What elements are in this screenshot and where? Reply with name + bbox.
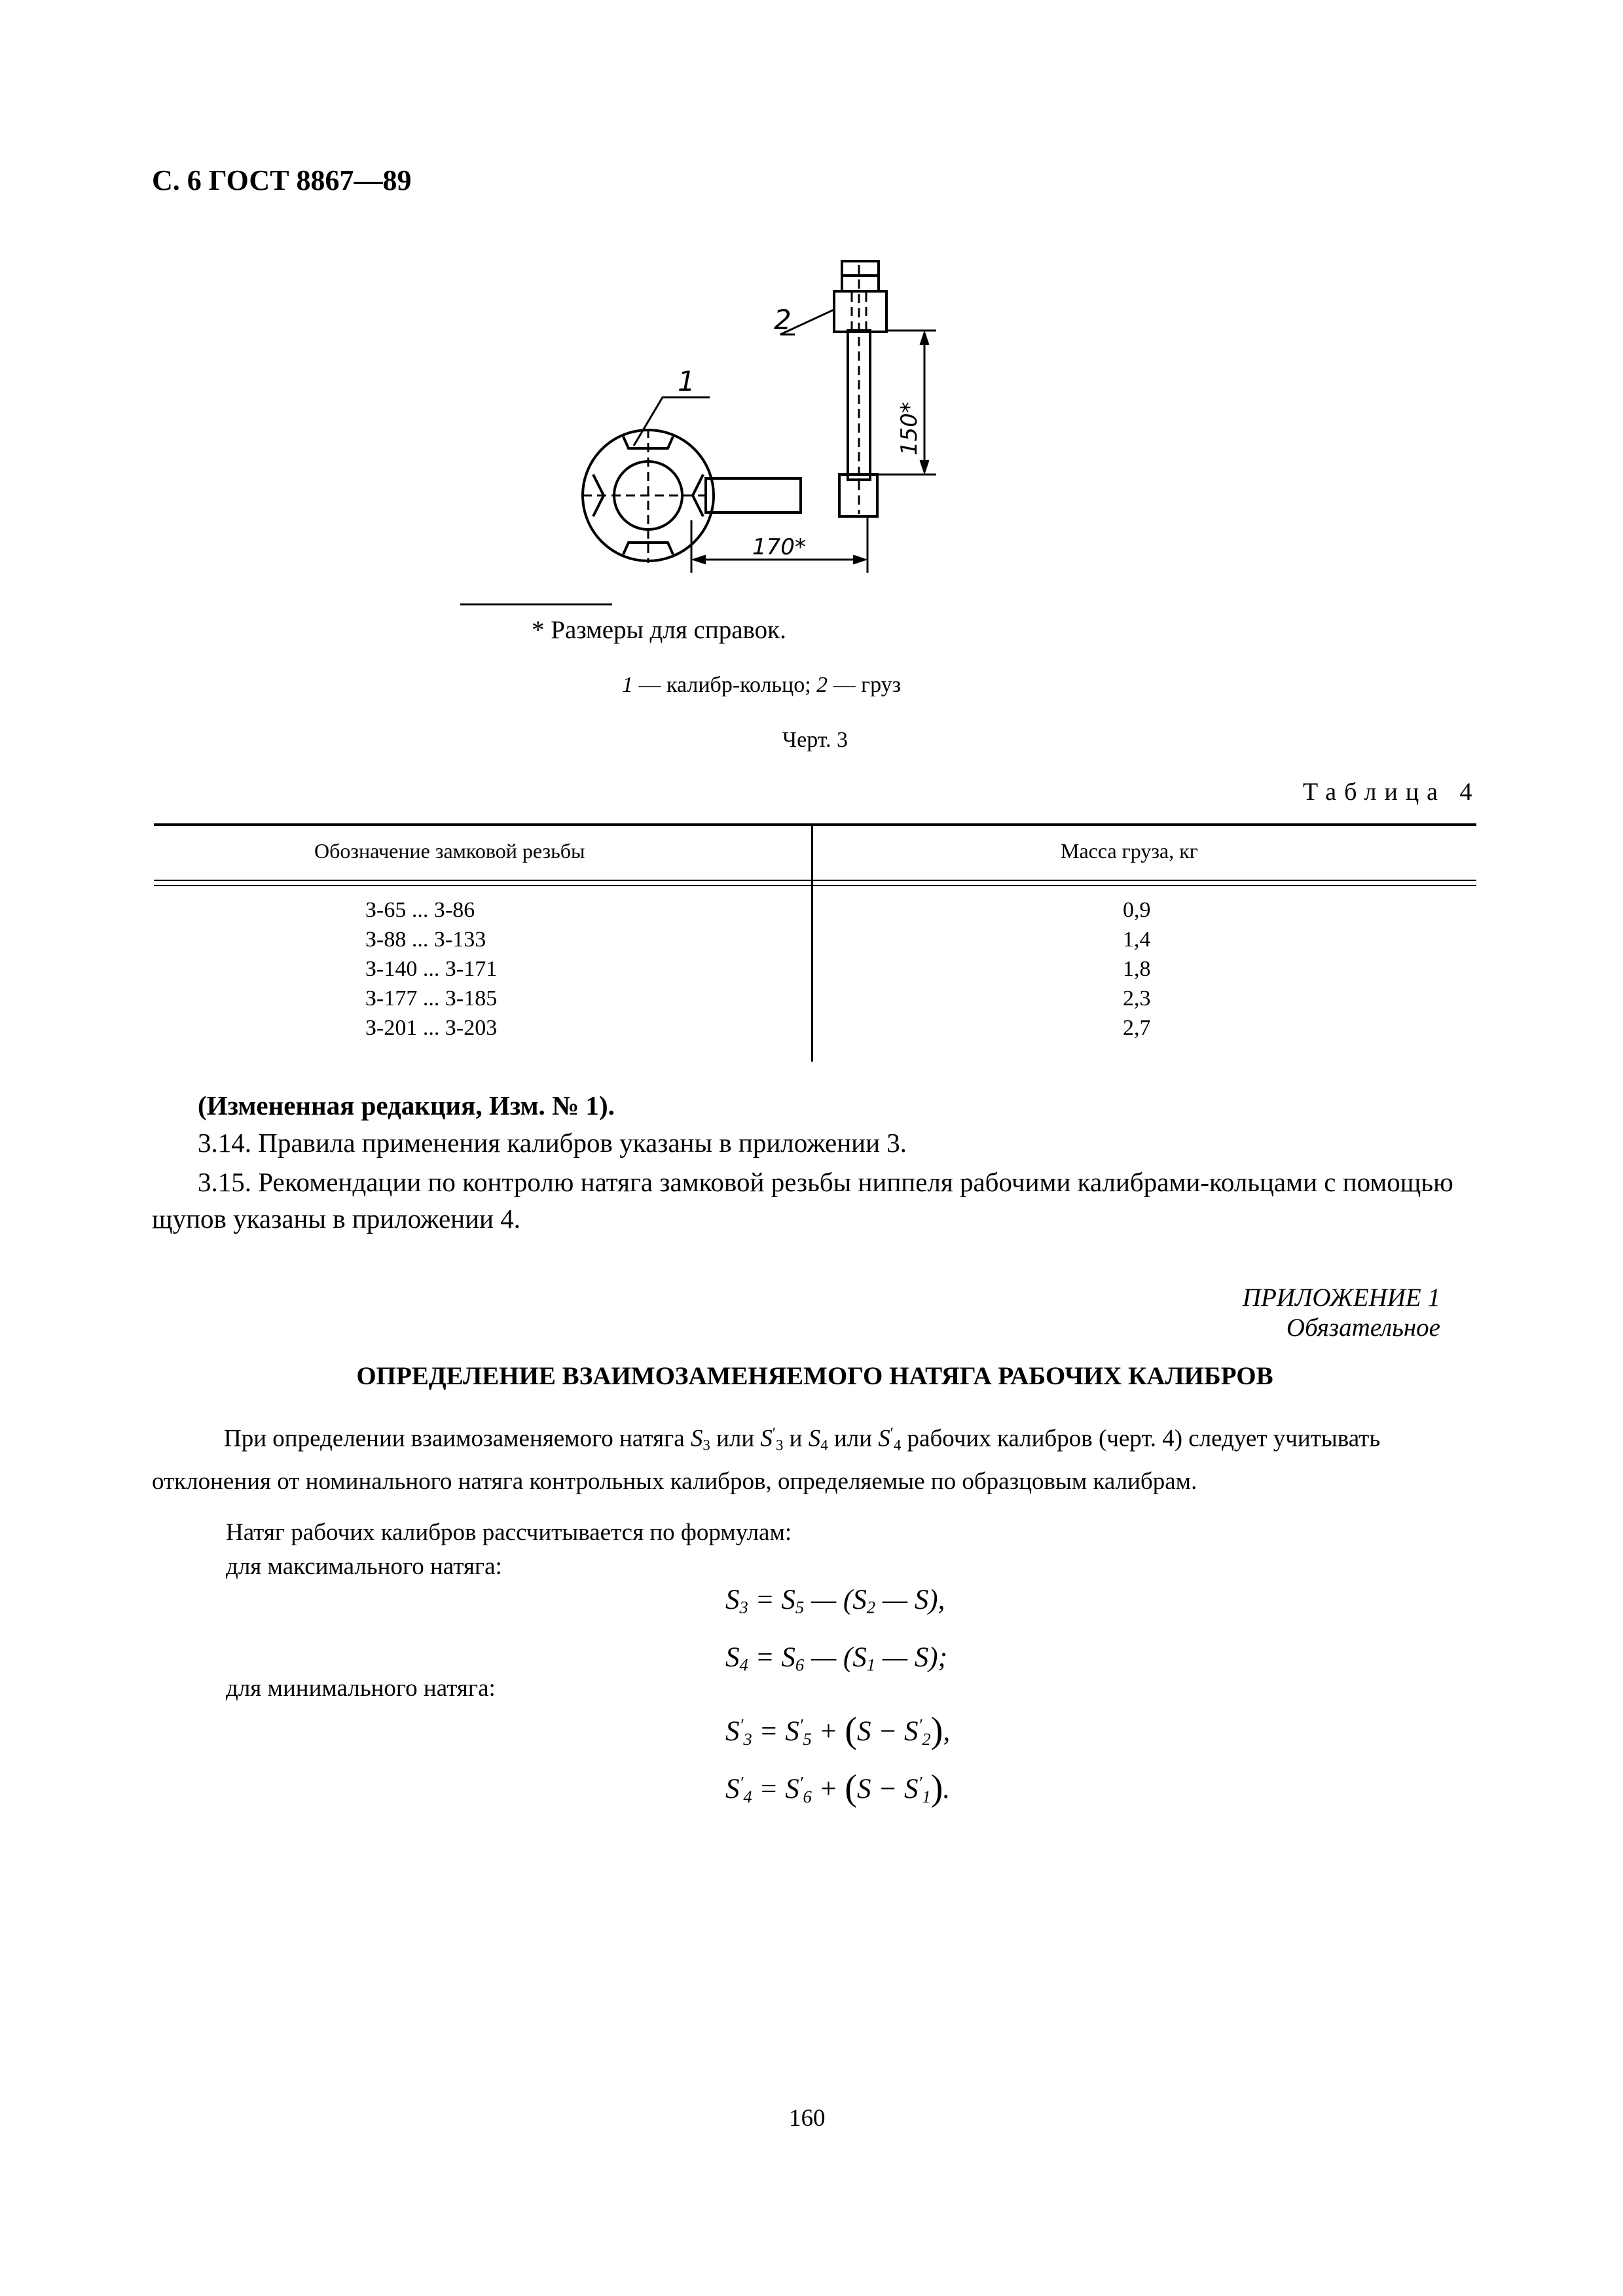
max-label: для максимального натяга: [226,1553,502,1580]
min-label: для минимального натяга: [226,1675,496,1702]
horizontal-rod [706,478,801,512]
dim-150-label: 150* [896,402,922,456]
gauge-weight-drawing [563,252,982,605]
table-cell: 0,9 [1123,898,1151,922]
figure-legend: 1 — калибр-кольцо; 2 — груз [622,673,902,697]
table-column-thread [365,895,497,1043]
appendix-number: ПРИЛОЖЕНИЕ 1 [1242,1283,1440,1312]
appendix-status: Обязательное [1286,1314,1440,1342]
figure-footnote: * Размеры для справок. [532,616,786,644]
weight-block [834,291,886,332]
footnote-rule [460,603,612,605]
table-header-mass: Масса груза, кг [1061,839,1198,863]
formula-s3: $S_3 = S_5$ — ($S_2$ — S), [725,1585,945,1617]
amendment-note: (Измененная редакция, Изм. № 1). [198,1090,615,1121]
paragraph-3-15: 3.15. Рекомендации по контролю натяга замковой резьбы ниппеля рабочими калибрами-кольцами с помощью щупов указаны в приложении 4. [152,1167,1453,1234]
appendix-label [1224,1283,1440,1343]
callout-2: 2 [774,304,792,336]
formula-s4-prime: $S'_4 = S'_6 + (S - S'_1)$. [725,1768,951,1808]
table-column-mass [1123,895,1151,1043]
figure-title: Черт. 3 [782,728,848,752]
paragraph-3-14: 3.14. Правила применения калибров указаны в приложении 3. [198,1128,907,1158]
table-top-rule [154,823,1476,826]
callout-1: 1 [678,365,695,397]
calc-line: Натяг рабочих калибров рассчитывается по формулам: [226,1519,792,1546]
appendix-intro: При определении взаимозаменяемого натяга $S_3$ или $S'_3$ и $S_4$ или $S'_4$ рабочих калибров (черт. 4) следует учитывать отклонения от номинального натяга контрольных калибров, определяемые по образцовым калибрам. [152,1425,1381,1496]
page-number: 160 [789,2105,826,2132]
appendix-title: ОПРЕДЕЛЕНИЕ ВЗАИМОЗАМЕНЯЕМОГО НАТЯГА РАБОЧИХ КАЛИБРОВ [356,1362,1273,1390]
table-cell: З-65 ... З-86 [365,898,475,922]
table-cell: 2,7 [1123,1016,1151,1040]
formula-s4: $S_4 = S_6$ — ($S_1$ — S); [725,1642,947,1675]
table-cell: З-88 ... З-133 [365,927,486,952]
table-header-thread: Обозначение замковой резьбы [314,839,585,863]
table-header-rule-2 [154,885,1476,886]
table-cell: З-201 ... З-203 [365,1016,498,1040]
page-header: С. 6 ГОСТ 8867—89 [152,164,412,196]
table-cell: 1,8 [1123,957,1151,981]
table-column-divider [811,825,813,1062]
table-header-rule [154,880,1476,881]
table-cell: З-140 ... З-171 [365,957,498,981]
dim-170-label: 170* [752,534,806,560]
table-title: Таблица 4 [1303,778,1480,806]
table-cell: 2,3 [1123,986,1151,1011]
table-cell: 1,4 [1123,927,1151,952]
table-cell: З-177 ... З-185 [365,986,498,1011]
formula-s3-prime: $S'_3 = S'_5 + (S - S'_2)$, [725,1710,951,1751]
